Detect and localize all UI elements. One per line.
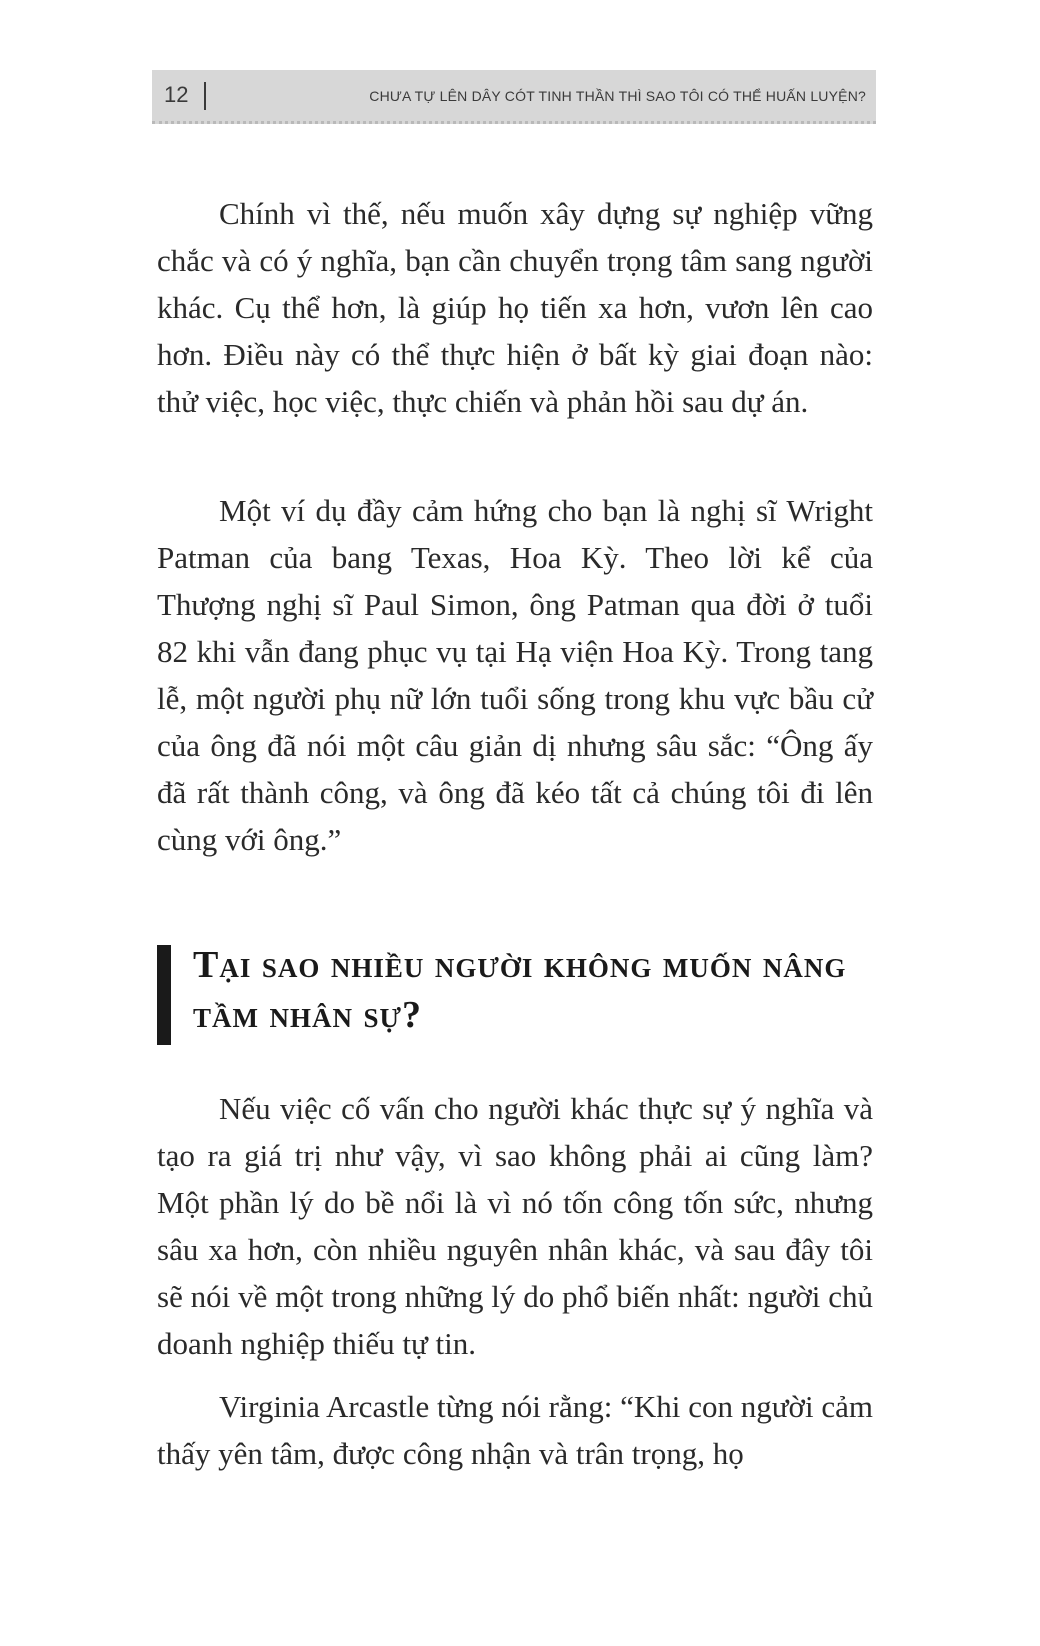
running-header xyxy=(152,70,876,124)
section-heading-bar xyxy=(157,945,171,1045)
page-number: 12 xyxy=(164,82,189,107)
paragraph-1: Chính vì thế, nếu muốn xây dựng sự nghiệp vững chắc và có ý nghĩa, bạn cần chuyển trọng tâm sang người khác. Cụ thể hơn, là giúp họ tiến xa hơn, vươn lên cao hơn. Điều này có thể thực hiện ở bất kỳ giai đoạn nào: thử việc, học việc, thực chiến và phản hồi sau dự án. xyxy=(157,196,873,419)
header-separator xyxy=(204,82,206,110)
section-heading: Tại sao nhiều người không muốn nâng tầm nhân sự? xyxy=(193,944,847,1036)
paragraph-4: Virginia Arcastle từng nói rằng: “Khi con người cảm thấy yên tâm, được công nhận và trân trọng, họ xyxy=(157,1389,873,1471)
paragraph-3: Nếu việc cố vấn cho người khác thực sự ý nghĩa và tạo ra giá trị như vậy, vì sao không phải ai cũng làm? Một phần lý do bề nổi là vì nó tốn công tốn sức, nhưng sâu xa hơn, còn nhiều nguyên nhân khác, và sau đây tôi sẽ nói về một trong những lý do phổ biến nhất: người chủ doanh nghiệp thiếu tự tin. xyxy=(157,1091,873,1361)
paragraph-2: Một ví dụ đầy cảm hứng cho bạn là nghị sĩ Wright Patman của bang Texas, Hoa Kỳ. Theo lời kể của Thượng nghị sĩ Paul Simon, ông Patman qua đời ở tuổi 82 khi vẫn đang phục vụ tại Hạ viện Hoa Kỳ. Trong tang lễ, một người phụ nữ lớn tuổi sống trong khu vực bầu cử của ông đã nói một câu giản dị nhưng sâu sắc: “Ông ấy đã rất thành công, và ông đã kéo tất cả chúng tôi đi lên cùng với ông.” xyxy=(157,493,873,857)
running-title: CHƯA TỰ LÊN DÂY CÓT TINH THẦN THÌ SAO TÔI CÓ THỂ HUẤN LUYỆN? xyxy=(369,88,866,104)
